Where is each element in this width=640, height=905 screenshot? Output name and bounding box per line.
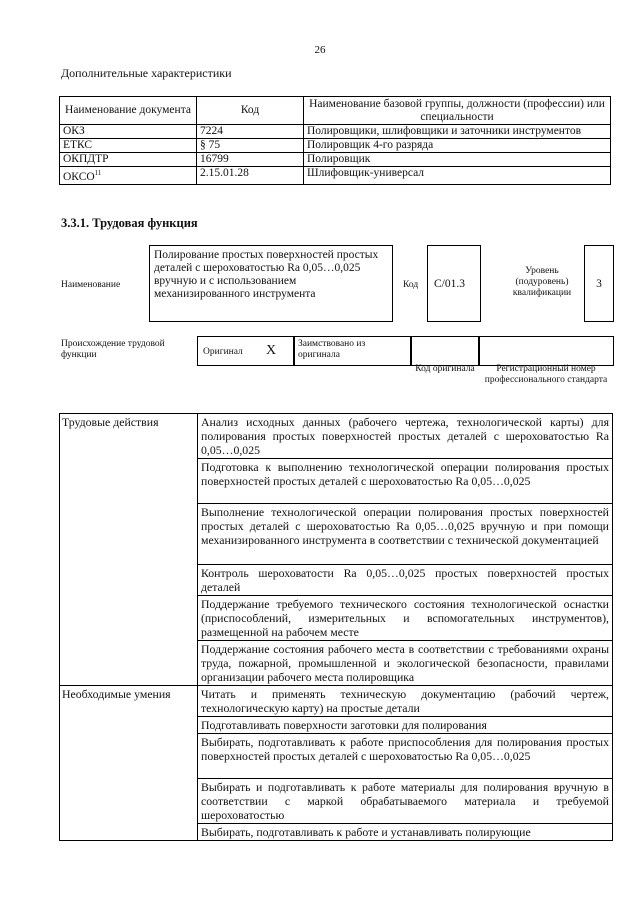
page-number: 26: [314, 44, 326, 56]
header-group-name: Наименование базовой группы, должности (профессии) или специальности: [304, 97, 611, 125]
skill-item: Выбирать и подготавливать к работе материалы для полирования вручную в соответствии с маркой обрабатываемого материала и требуемой шероховатостью: [198, 779, 613, 824]
labor-action-item: Выполнение технологической операции полирования простых поверхностей простых деталей с шероховатостью Ra 0,05…0,025 вручную и при помощи механизированного инструмента в соответствии с технической документацией: [198, 504, 613, 565]
borrowed-cell: Заимствовано из оригинала: [294, 336, 411, 366]
registration-number-cell: [479, 336, 614, 366]
skill-item: Читать и применять техническую документацию (рабочий чертеж, технологическую карту) на простые детали: [198, 686, 613, 717]
footnote-ref: 11: [94, 169, 102, 177]
level-value-box: 3: [584, 245, 614, 322]
code-label: Код: [403, 280, 419, 290]
row-name: Полировщик: [304, 153, 611, 167]
row-doc: ЕТКС: [60, 139, 197, 153]
original-code-cell: [411, 336, 479, 366]
labor-function-heading: 3.3.1. Трудовая функция: [61, 216, 198, 230]
table-row: [60, 153, 611, 167]
skill-item: Выбирать, подготавливать к работе и устанавливать полирующие: [198, 824, 613, 841]
labor-action-item: Контроль шероховатости Ra 0,05…0,025 простых поверхностей простых деталей: [198, 565, 613, 596]
skill-item: Подготавливать поверхности заготовки для полирования: [198, 717, 613, 734]
additional-characteristics-heading: Дополнительные характеристики: [61, 66, 232, 80]
original-mark: X: [266, 343, 277, 358]
original-code-label: Код оригинала: [415, 364, 475, 374]
row-name: Полировщики, шлифовщики и заточники инструментов: [304, 125, 611, 139]
table-row: [60, 139, 611, 153]
origin-label: Происхождение трудовой функции: [61, 339, 165, 360]
table-row: [60, 414, 613, 459]
labor-action-item: Поддержание состояния рабочего места в соответствии с требованиями охраны труда, пожарной, промышленной и экологической безопасности, правилами организации рабочего места полировщика: [198, 641, 613, 686]
row-code: § 75: [197, 139, 304, 153]
row-code: 7224: [197, 125, 304, 139]
header-document: Наименование документа: [60, 97, 197, 125]
name-label: Наименование: [61, 280, 121, 290]
row-name: Шлифовщик-универсал: [304, 167, 611, 185]
labor-function-table: [59, 413, 613, 841]
labor-action-item: Подготовка к выполнению технологической операции полирования простых поверхностей простых деталей с шероховатостью Ra 0,05…0,025: [198, 459, 613, 504]
function-code-box: C/01.3: [427, 245, 481, 322]
row-code: 16799: [197, 153, 304, 167]
original-label: Оригинал: [203, 347, 243, 357]
row-doc: [60, 167, 197, 185]
skills-label: Необходимые умения: [60, 686, 198, 841]
function-name-box: Полирование простых поверхностей простых деталей с шероховатостью Ra 0,05…0,025 вручную и с использованием механизированного инструмента: [149, 245, 393, 322]
registration-number-label: Регистрационный номер профессионального стандарта: [484, 364, 608, 385]
table-row: [60, 686, 613, 717]
original-cell: [197, 336, 294, 366]
labor-actions-label: Трудовые действия: [60, 414, 198, 686]
row-doc: ОКЗ: [60, 125, 197, 139]
row-name: Полировщик 4-го разряда: [304, 139, 611, 153]
labor-action-item: Анализ исходных данных (рабочего чертежа, технологической карты) для полирования простых поверхностей простых деталей с шероховатостью Ra 0,05…0,025: [198, 414, 613, 459]
row-doc-text: ОКСО: [63, 170, 95, 183]
table-row: [60, 167, 611, 185]
level-label: Уровень (подуровень) квалификации: [512, 266, 572, 298]
row-doc: ОКПДТР: [60, 153, 197, 167]
table-row: [60, 125, 611, 139]
additional-characteristics-table: [59, 96, 611, 185]
header-code: Код: [197, 97, 304, 125]
row-code: 2.15.01.28: [197, 167, 304, 185]
skill-item: Выбирать, подготавливать к работе приспособления для полирования простых поверхностей простых деталей с шероховатостью Ra 0,05…0,025: [198, 734, 613, 779]
labor-action-item: Поддержание требуемого технического состояния технологической оснастки (приспособлений, измерительных и вспомогательных инструментов), размещенной на рабочем месте: [198, 596, 613, 641]
